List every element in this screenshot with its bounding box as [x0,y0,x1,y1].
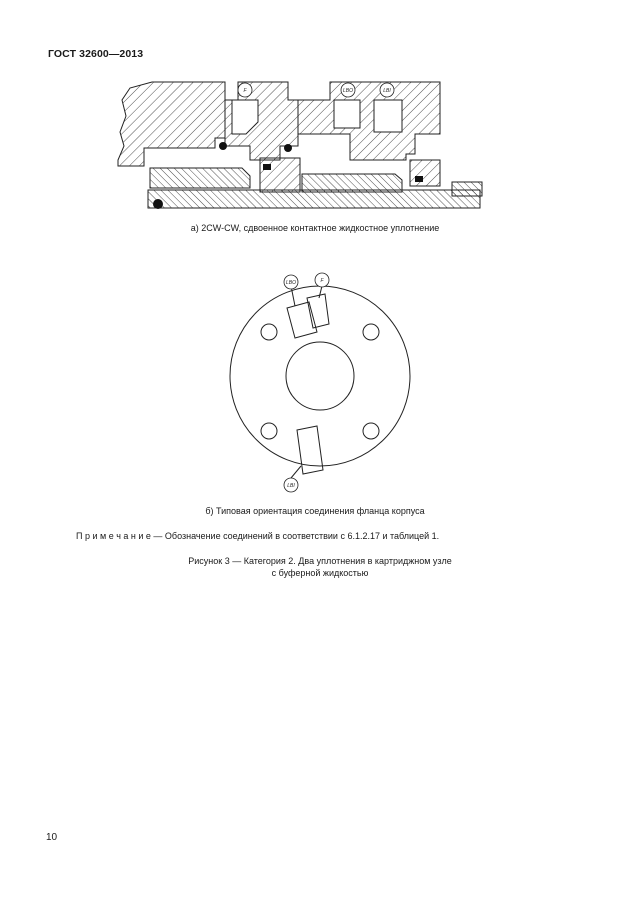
document-header: ГОСТ 32600—2013 [48,48,144,60]
page-number: 10 [46,832,58,843]
seal-cross-section-drawing [110,76,500,218]
figure-title-line-1: Рисунок 3 — Категория 2. Два уплотнения в картриджном узле [188,556,452,566]
note-text: — Обозначение соединений в соответствии с 6.1.2.17 и таблицей 1. [150,531,440,541]
callout-f-label: F [243,88,247,94]
figure-title [140,555,500,579]
figure-a-caption: а) 2CW-CW, сдвоенное контактное жидкостное уплотнение [190,223,440,233]
callout-lbi-label: LBI [383,88,391,94]
callout-lbo-label: LBO [285,280,297,286]
figure-title-line-2: с буферной жидкостью [271,568,369,578]
flange-orientation-drawing [225,268,415,498]
note-paragraph [76,531,439,541]
note-label: П р и м е ч а н и е [76,531,151,541]
callout-f-label: F [320,278,324,284]
callout-lbo-label: LBO [342,88,354,94]
figure-b-caption: б) Типовая ориентация соединения фланца корпуса [205,506,425,516]
callout-lbi-label: LBI [287,483,295,489]
